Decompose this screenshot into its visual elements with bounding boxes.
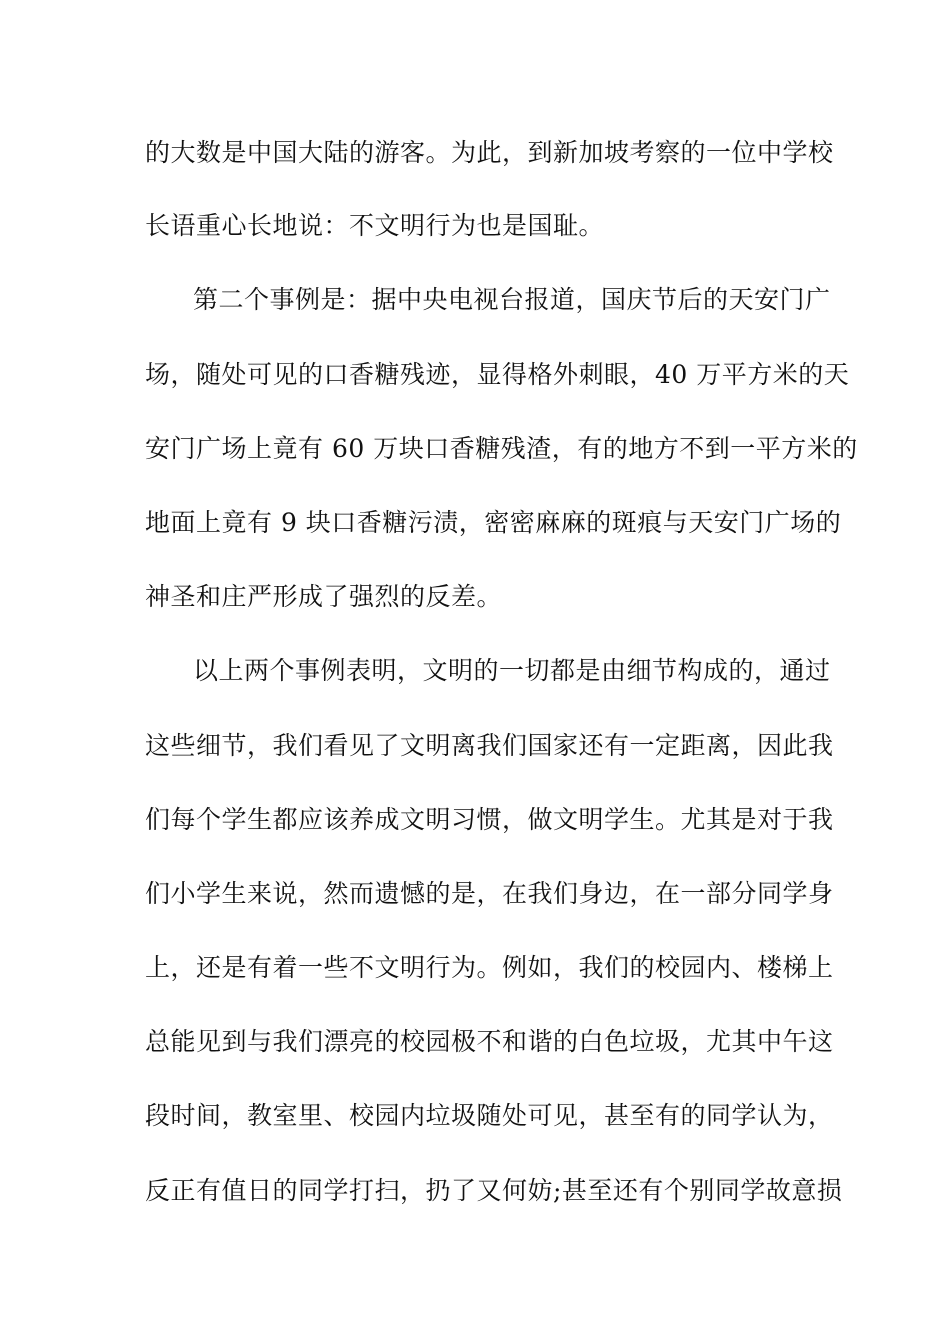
text-line: 总能见到与我们漂亮的校园极不和谐的白色垃圾，尤其中午这 [145,1027,834,1056]
text-line: 段时间，教室里、校园内垃圾随处可见，甚至有的同学认为， [145,1101,834,1130]
text-line: 这些细节，我们看见了文明离我们国家还有一定距离，因此我 [145,731,834,760]
text-line: 长语重心长地说：不文明行为也是国耻。 [145,211,605,240]
text-line: 反正有值日的同学打扫，扔了又何妨;甚至还有个别同学故意损 [145,1176,843,1205]
text-line: 神圣和庄严形成了强烈的反差。 [145,582,503,611]
text-line: 们每个学生都应该养成文明习惯，做文明学生。尤其是对于我 [145,805,834,834]
text-line: 上，还是有着一些不文明行为。例如，我们的校园内、楼梯上 [145,953,834,982]
text-line: 的大数是中国大陆的游客。为此，到新加坡考察的一位中学校 [145,138,834,167]
text-line: 们小学生来说，然而遗憾的是，在我们身边，在一部分同学身 [145,879,834,908]
text-line: 地面上竟有 9 块口香糖污渍，密密麻麻的斑痕与天安门广场的 [145,508,842,537]
paragraph-first-line: 以上两个事例表明，文明的一切都是由细节构成的，通过 [193,656,831,685]
text-line: 场，随处可见的口香糖残迹，显得格外刺眼，40 万平方米的天 [145,360,850,389]
text-line: 安门广场上竟有 60 万块口香糖残渣，有的地方不到一平方米的 [145,434,858,463]
paragraph-first-line: 第二个事例是：据中央电视台报道，国庆节后的天安门广 [193,285,831,314]
